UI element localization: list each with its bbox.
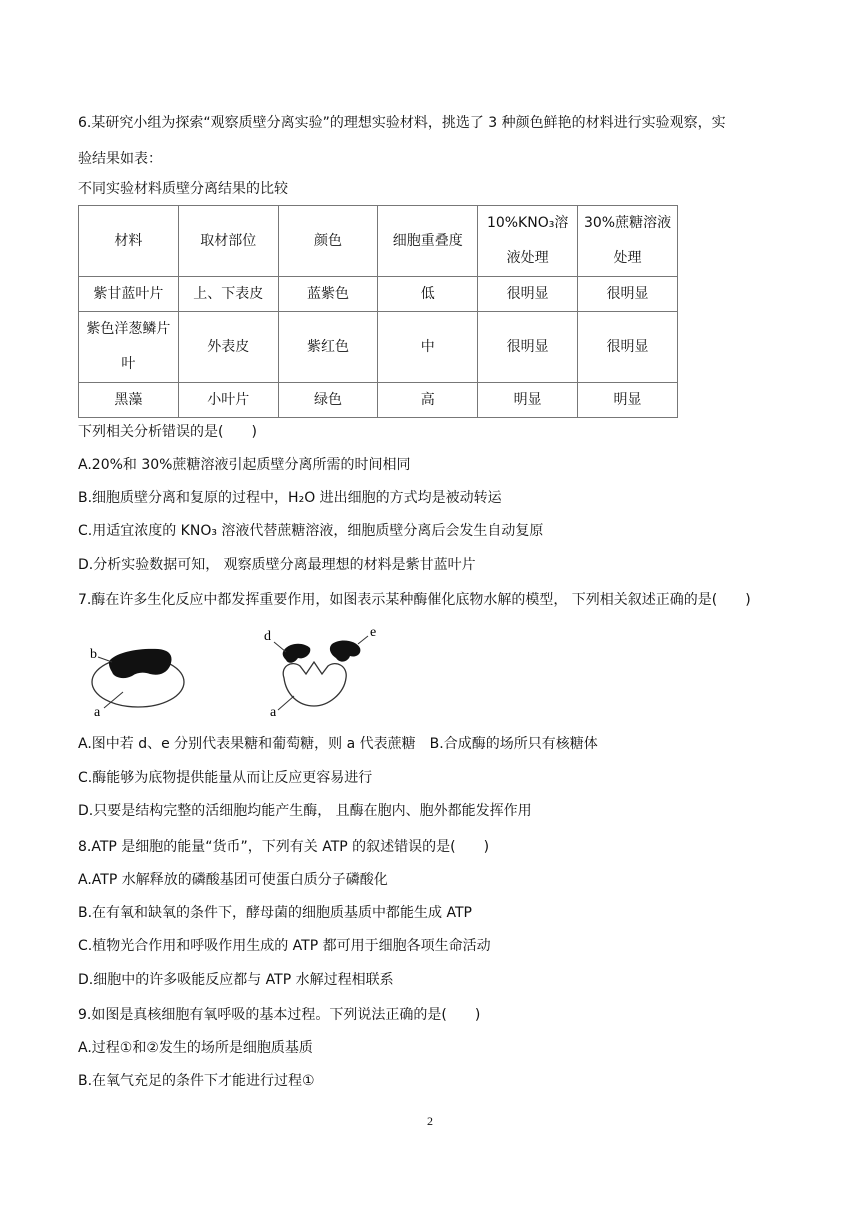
table-cell: 紫甘蓝叶片 (79, 277, 179, 312)
table-cell: 很明显 (478, 277, 578, 312)
table-cell: 小叶片 (178, 383, 278, 418)
table-row (79, 312, 678, 383)
header-cell: 颜色 (278, 206, 378, 277)
table-cell: 低 (378, 277, 478, 312)
q7-option-d: D.只要是结构完整的活细胞均能产生酶， 且酶在胞内、胞外都能发挥作用 (78, 803, 532, 819)
label-e: e (370, 625, 377, 640)
label-b: b (90, 647, 97, 662)
q9-option-b: B.在氧气充足的条件下才能进行过程① (78, 1073, 315, 1089)
table-cell: 很明显 (578, 277, 678, 312)
label-a-right: a (270, 705, 277, 720)
table-row (79, 277, 678, 312)
q7-option-c: C.酶能够为底物提供能量从而让反应更容易进行 (78, 770, 373, 786)
table-cell: 很明显 (478, 312, 578, 383)
q6-option-b: B.细胞质壁分离和复原的过程中，H₂O 进出细胞的方式均是被动转运 (78, 490, 502, 506)
table-header-row (79, 206, 678, 277)
q6-option-d: D.分析实验数据可知， 观察质壁分离最理想的材料是紫甘蓝叶片 (78, 557, 476, 573)
table-cell: 中 (378, 312, 478, 383)
table-cell: 很明显 (578, 312, 678, 383)
q6-option-c: C.用适宜浓度的 KNO₃ 溶液代替蔗糖溶液，细胞质壁分离后会发生自动复原 (78, 523, 544, 539)
header-cell: 30%蔗糖溶液处理 (578, 206, 678, 277)
q8-option-a: A.ATP 水解释放的磷酸基团可使蛋白质分子磷酸化 (78, 872, 388, 888)
page-number: 2 (427, 1114, 433, 1128)
q8-stem: 8.ATP 是细胞的能量“货币”，下列有关 ATP 的叙述错误的是( ) (78, 839, 490, 855)
table-cell: 紫色洋葱鳞片叶 (79, 312, 179, 383)
label-a-left: a (94, 705, 101, 720)
q8-option-d: D.细胞中的许多吸能反应都与 ATP 水解过程相联系 (78, 972, 394, 988)
table-cell: 外表皮 (178, 312, 278, 383)
table-row (79, 383, 678, 418)
table-cell: 紫红色 (278, 312, 378, 383)
q9-option-a: A.过程①和②发生的场所是细胞质基质 (78, 1040, 313, 1056)
q9-stem: 9.如图是真核细胞有氧呼吸的基本过程。下列说法正确的是( ) (78, 1007, 481, 1023)
q6-option-a: A.20%和 30%蔗糖溶液引起质壁分离所需的时间相同 (78, 457, 411, 473)
header-cell: 取材部位 (178, 206, 278, 277)
q8-option-b: B.在有氧和缺氧的条件下，酵母菌的细胞质基质中都能生成 ATP (78, 905, 472, 921)
table-cell: 高 (378, 383, 478, 418)
table-cell: 上、下表皮 (178, 277, 278, 312)
results-table (78, 205, 678, 418)
table-cell: 绿色 (278, 383, 378, 418)
header-cell: 材料 (79, 206, 179, 277)
table-cell: 明显 (478, 383, 578, 418)
table-cell: 明显 (578, 383, 678, 418)
table-caption: 不同实验材料质壁分离结果的比较 (78, 181, 288, 197)
q6-stem-line1: 6.某研究小组为探索“观察质壁分离实验”的理想实验材料，挑选了 3 种颜色鲜艳的材料进行实验观察，实 (78, 115, 726, 131)
q6-question: 下列相关分析错误的是( ) (78, 424, 257, 440)
q7-option-ab: A.图中若 d、e 分别代表果糖和葡萄糖，则 a 代表蔗糖 B.合成酶的场所只有核糖体 (78, 736, 598, 752)
q8-option-c: C.植物光合作用和呼吸作用生成的 ATP 都可用于细胞各项生命活动 (78, 938, 491, 954)
header-cell: 10%KNO₃溶液处理 (478, 206, 578, 277)
table-cell: 黑藻 (79, 383, 179, 418)
enzyme-model-figure (78, 622, 398, 722)
header-cell: 细胞重叠度 (378, 206, 478, 277)
q7-stem: 7.酶在许多生化反应中都发挥重要作用，如图表示某种酶催化底物水解的模型， 下列相关叙述正确的是( ) (78, 592, 751, 608)
label-d: d (264, 629, 271, 644)
table-cell: 蓝紫色 (278, 277, 378, 312)
q6-stem-line2: 验结果如表： (78, 151, 162, 167)
